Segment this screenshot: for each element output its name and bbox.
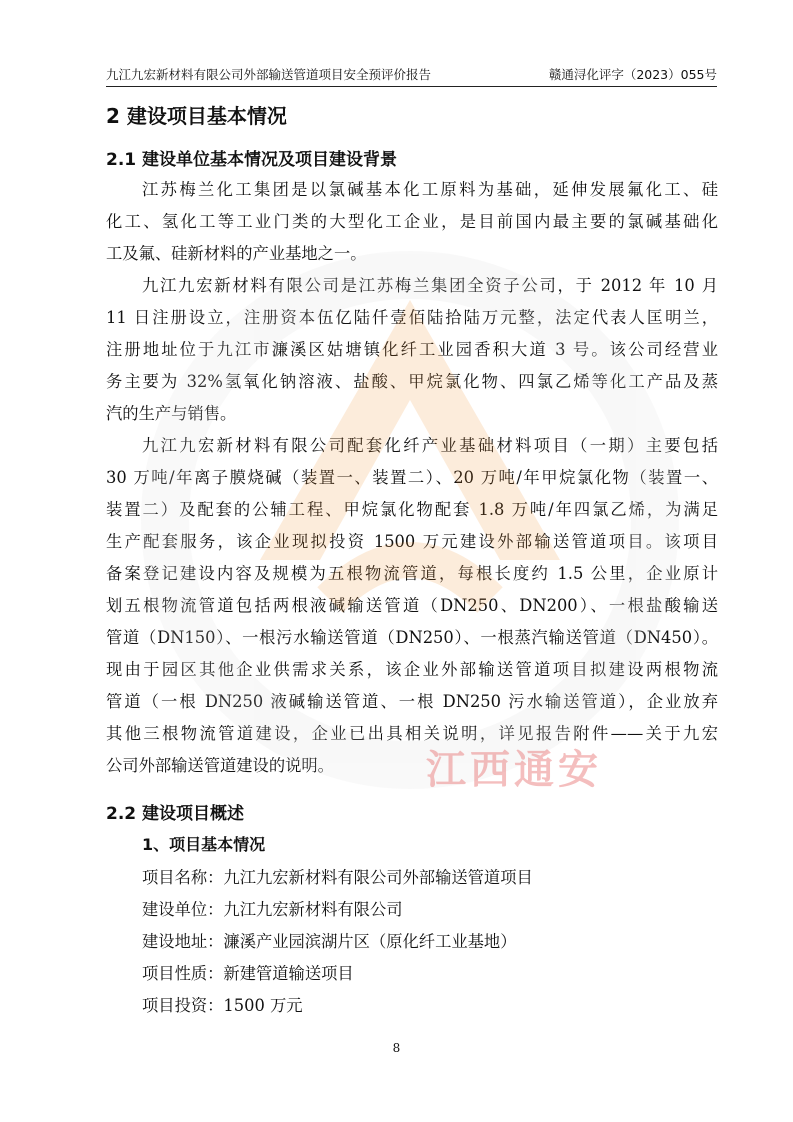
info-line-nature: 项目性质：新建管道输送项目 <box>142 964 354 983</box>
header-document-number: 赣通浔化评字（2023）055号 <box>548 67 717 82</box>
paragraph-line: 化工、氢化工等工业门类的大型化工企业，是目前国内最主要的氯碱基础化 <box>106 212 718 231</box>
paragraph-line: 管道（DN150）、一根污水输送管道（DN250）、一根蒸汽输送管道（DN450）。 <box>106 628 718 647</box>
paragraph-line: 其他三根物流管道建设，企业已出具相关说明，详见报告附件——关于九宏 <box>106 724 718 743</box>
subsection-item-heading: 1、项目基本情况 <box>142 835 266 854</box>
running-header <box>106 66 717 87</box>
paragraph-line: 生产配套服务，该企业现拟投资 1500 万元建设外部输送管道项目。该项目 <box>106 532 718 551</box>
paragraph-line: 管道（一根 DN250 液碱输送管道、一根 DN250 污水输送管道），企业放弃 <box>106 692 718 711</box>
info-line-builder: 建设单位：九江九宏新材料有限公司 <box>142 900 403 919</box>
paragraph-line: 九江九宏新材料有限公司配套化纤产业基础材料项目（一期）主要包括 <box>142 436 718 455</box>
subsection-2-1-title: 2.1 建设单位基本情况及项目建设背景 <box>106 150 398 170</box>
paragraph-line: 公司外部输送管道建设的说明。 <box>106 756 334 775</box>
paragraph-line: 注册地址位于九江市濂溪区姑塘镇化纤工业园香积大道 3 号。该公司经营业 <box>106 340 718 359</box>
watermark-text: 江西通安 <box>426 747 602 793</box>
info-line-address: 建设地址：濂溪产业园滨湖片区（原化纤工业基地） <box>142 932 517 951</box>
info-line-project-name: 项目名称：九江九宏新材料有限公司外部输送管道项目 <box>142 868 533 887</box>
paragraph-line: 划五根物流管道包括两根液碱输送管道（DN250、DN200）、一根盐酸输送 <box>106 596 718 615</box>
paragraph-line: 江苏梅兰化工集团是以氯碱基本化工原料为基础，延伸发展氟化工、硅 <box>142 180 718 199</box>
paragraph-line: 九江九宏新材料有限公司是江苏梅兰集团全资子公司，于 2012 年 10 月 <box>142 276 718 295</box>
paragraph-line: 30 万吨/年离子膜烧碱（装置一、装置二）、20 万吨/年甲烷氯化物（装置一、 <box>106 468 718 487</box>
header-report-title: 九江九宏新材料有限公司外部输送管道项目安全预评价报告 <box>106 67 432 82</box>
paragraph-line: 现由于园区其他企业供需求关系，该企业外部输送管道项目拟建设两根物流 <box>106 660 718 679</box>
paragraph-line: 工及氟、硅新材料的产业基地之一。 <box>106 244 367 263</box>
subsection-2-2-title: 2.2 建设项目概述 <box>106 804 245 824</box>
info-line-investment: 项目投资：1500 万元 <box>142 996 303 1015</box>
page-number: 8 <box>392 1041 401 1055</box>
section-title: 2 建设项目基本情况 <box>106 104 287 128</box>
paragraph-line: 务主要为 32%氢氧化钠溶液、盐酸、甲烷氯化物、四氯乙烯等化工产品及蒸 <box>106 372 718 391</box>
paragraph-line: 备案登记建设内容及规模为五根物流管道，每根长度约 1.5 公里，企业原计 <box>106 564 718 583</box>
paragraph-line: 11 日注册设立，注册资本伍亿陆仟壹佰陆拾陆万元整，法定代表人匡明兰， <box>106 308 718 327</box>
paragraph-line: 装置二）及配套的公辅工程、甲烷氯化物配套 1.8 万吨/年四氯乙烯，为满足 <box>106 500 718 519</box>
paragraph-line: 汽的生产与销售。 <box>106 404 237 423</box>
